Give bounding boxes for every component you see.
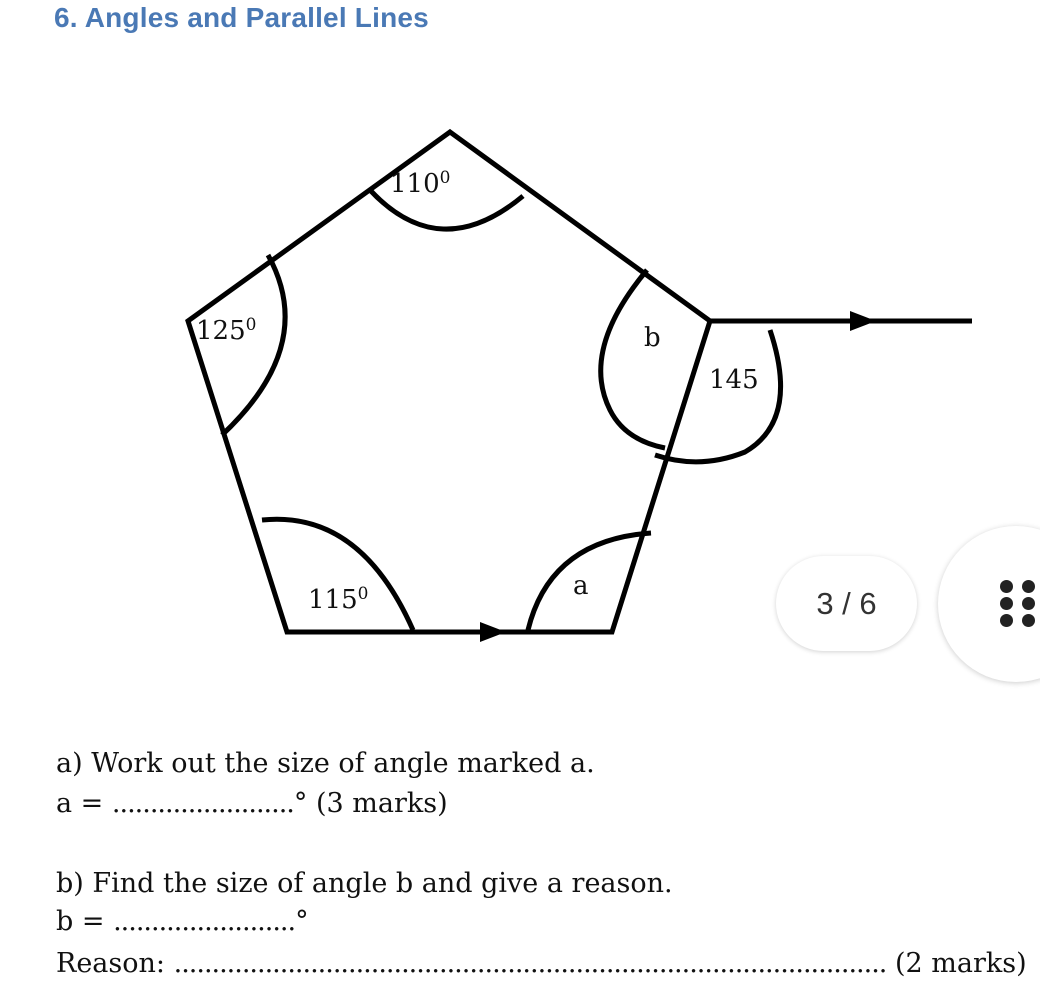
reason-label: Reason:	[56, 948, 166, 979]
dots-grid-icon	[1000, 580, 1040, 628]
parallel-arrow-bottom	[480, 622, 506, 642]
angle-label-b: b	[644, 323, 661, 353]
arc-b	[601, 270, 665, 448]
reason-marks: (2 marks)	[894, 948, 1027, 979]
answer-a-suffix: ° (3 marks)	[293, 788, 448, 819]
angle-label-bottom-left: $115^0$	[308, 584, 369, 615]
angle-label-a: a	[573, 571, 589, 601]
answer-b-suffix: °	[295, 906, 309, 937]
reason-blank: ..............................................................................................	[173, 948, 887, 979]
angle-label-145: 145	[709, 365, 759, 395]
arc-bottom-right	[528, 533, 651, 630]
question-b-reason-line	[56, 948, 1027, 980]
question-b-prompt: b) Find the size of angle b and give a reason.	[56, 868, 673, 899]
answer-b-blank: ........................	[113, 906, 296, 937]
answer-b-prefix: b =	[56, 906, 105, 937]
question-a-prompt: a) Work out the size of angle marked a.	[56, 748, 595, 779]
page-indicator: 3 / 6	[776, 556, 917, 651]
parallel-arrow-top	[850, 311, 876, 331]
angle-label-top: $110^0$	[390, 168, 451, 199]
question-a-answer-line	[56, 788, 448, 820]
angle-label-left: $125^0$	[196, 315, 257, 346]
answer-a-prefix: a =	[56, 788, 104, 819]
question-b-answer-line	[56, 906, 309, 938]
answer-a-blank: ........................	[111, 788, 294, 819]
page-title: 6. Angles and Parallel Lines	[54, 2, 429, 33]
